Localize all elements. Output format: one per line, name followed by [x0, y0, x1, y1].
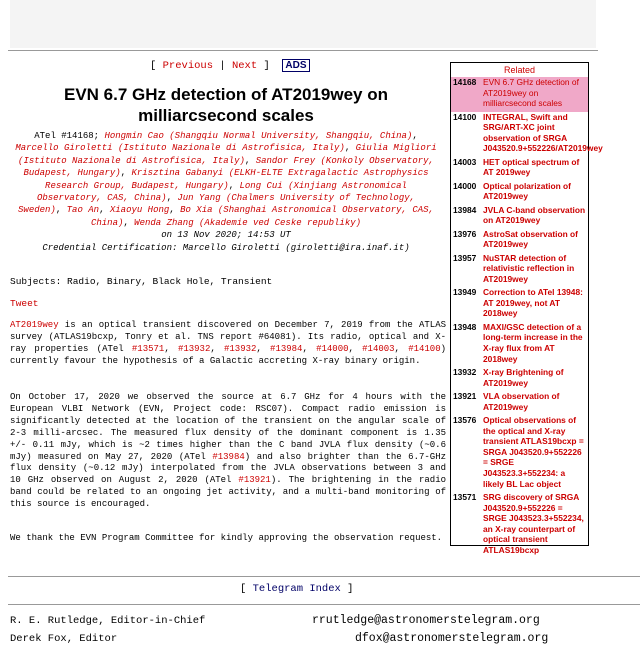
author-affiliation: (Istituto Nazionale di Astrofisica, Italy)	[117, 143, 345, 154]
previous-link[interactable]: Previous	[162, 60, 214, 72]
at2019wey-link[interactable]: AT2019wey	[10, 320, 59, 330]
related-item-link[interactable]: NuSTAR detection of relativistic reflection in AT2019wey	[483, 252, 575, 284]
author-name: Jun Yang	[171, 193, 226, 204]
nav-bar: [ Previous | Next ] ADS	[150, 60, 310, 72]
p2-text-b: ) and also brighter than the 6.7-GHz flux density (~0.12 mJy) interpolated from the JVLA observations between 3 and 10 GHz observed on August 2, 2020 (ATel	[10, 451, 446, 486]
author-name: Marcello Giroletti	[15, 143, 118, 154]
related-item-link[interactable]: AstroSat observation of AT2019wey	[483, 228, 578, 250]
author-affiliation: (Konkoly Observatory, Budapest, Hungary)	[23, 155, 434, 179]
author-name: Bo Xia	[174, 205, 218, 216]
related-item-number: 13957	[453, 252, 477, 263]
related-item-link[interactable]: HET optical spectrum of AT 2019wey	[483, 156, 580, 178]
related-item[interactable]	[451, 287, 588, 322]
related-item-number: 13984	[453, 204, 477, 215]
related-item[interactable]	[451, 415, 588, 492]
telegram-index-link[interactable]: Telegram Index	[252, 583, 341, 595]
body-paragraph-1	[10, 320, 446, 368]
related-item-number: 13571	[453, 491, 477, 502]
related-item-number: 14100	[453, 111, 477, 122]
related-item-number: 13576	[453, 414, 477, 425]
editor-in-chief: R. E. Rutledge, Editor-in-Chief	[10, 615, 206, 627]
atel-ref-link[interactable]: #14000	[316, 343, 349, 354]
page-title: EVN 6.7 GHz detection of AT2019wey on milliarcsecond scales	[63, 85, 389, 125]
related-item-link[interactable]: Correction to ATel 13948: AT 2019wey, not AT 2018wey	[483, 287, 583, 319]
author-affiliation: (Shanghai Astronomical Observatory, CAS, China)	[90, 205, 434, 228]
related-item-link[interactable]: VLA observation of AT2019wey	[483, 391, 560, 412]
author-name: Hongmin Cao	[104, 131, 170, 141]
author-name: Tao An	[61, 205, 100, 216]
atel-ref-link[interactable]: #14100	[408, 343, 441, 354]
author-name: Wenda Zhang	[128, 217, 199, 228]
related-item-number: 14000	[453, 180, 477, 191]
atel-ref-link[interactable]: #13921	[238, 475, 271, 486]
subjects-line: Subjects: Radio, Binary, Black Hole, Transient	[10, 276, 273, 287]
related-item[interactable]	[451, 111, 603, 157]
related-item-link[interactable]: JVLA C-band observation on AT2019wey	[483, 204, 586, 226]
related-item[interactable]	[451, 322, 588, 367]
related-header: Related	[503, 65, 536, 75]
publish-date: on 13 Nov 2020; 14:53 UT	[161, 230, 291, 241]
related-panel	[450, 62, 603, 555]
divider-footer	[8, 604, 640, 605]
atel-ref-link[interactable]: #13571	[131, 343, 165, 354]
related-item-number: 13921	[453, 391, 477, 401]
author-name: Long Cui	[234, 180, 289, 191]
related-item-link[interactable]: Optical polarization of AT2019wey	[483, 180, 571, 202]
p2-text-c: ). The brightening in the radio band could be related to an ongoing jet activity, and a multi-band monitoring of this source is encouraged.	[10, 475, 446, 510]
atel-ref-link[interactable]: #14003	[362, 343, 395, 354]
email-link-fox[interactable]: dfox@astronomerstelegram.org	[355, 632, 549, 645]
related-item[interactable]	[451, 181, 588, 205]
byline	[14, 130, 438, 254]
related-item-number: 14003	[453, 156, 477, 167]
related-item[interactable]	[451, 157, 588, 181]
related-item[interactable]	[451, 253, 588, 288]
related-item[interactable]	[451, 205, 588, 229]
related-item-link[interactable]: MAXI/GSC detection of a long-term increase in the X-ray flux from AT 2018wey	[483, 321, 583, 364]
tweet-link[interactable]: Tweet	[10, 298, 39, 309]
related-item-number: 13949	[453, 287, 477, 298]
credential-line: Credential Certification: Marcello Giroletti (giroletti@ira.inaf.it)	[42, 242, 410, 253]
author-affiliation: (Xinjiang Astronomical Observatory, CAS, China)	[36, 180, 407, 204]
related-item-link[interactable]: SRG discovery of SRGA J043520.9+552226 = SRGE J043523.3+552234, an X-ray counterpart of optical transient ATLAS19bcxp	[483, 491, 584, 555]
related-item-number: 14168	[453, 77, 477, 87]
author-affiliation: (Akademie ved Ceske republiky)	[199, 217, 362, 228]
related-item-link[interactable]: Optical observations of the optical and X-ray transient ATLAS19bcxp = SRGA J043520.9+552226 = SRGE J043523.3+552234: a likely BL Lac object	[483, 414, 584, 489]
atel-ref-link[interactable]: #13932	[177, 343, 211, 354]
p1-text-b: ) currently favour the hypothesis of a Galactic accreting X-ray binary origin.	[10, 343, 446, 366]
p1-text-a: is an optical transient discovered on December 7, 2019 from the ATLAS survey (ATLAS19bcxp, Tonry et al. TNS report #64081). Its radio, optical and X-ray properties (ATel	[10, 320, 446, 354]
email-link-rutledge[interactable]: rrutledge@astronomerstelegram.org	[312, 614, 540, 627]
author-list: Hongmin Cao (Shangqiu Normal University, Shangqiu, China), Marcello Giroletti (Istituto Nazionale di Astrofisica, Italy), Giulia Migliori (Istituto Nazionale di Astrofisica, Italy), Sandor Frey (Konkoly Observatory, Budapest, Hungary), Krisztina Gabanyi (ELKH-ELTE Extragalactic Astrophysics Research Group, Budapest, Hungary), Long Cui (Xinjiang Astronomical Observatory, CAS, China), Jun Yang (Chalmers University of Technology, Sweden), Tao An, Xiaoyu Hong, Bo Xia (Shanghai Astronomical Observatory, CAS, China), Wenda Zhang (Akademie ved Ceske republiky)	[15, 131, 437, 228]
author-name: Sandor Frey	[250, 155, 321, 166]
related-item[interactable]	[451, 391, 588, 415]
related-item-number: 13976	[453, 228, 477, 239]
divider-bottom	[8, 576, 640, 577]
author-affiliation: (Chalmers University of Technology, Sweden)	[18, 193, 416, 216]
author-name: Giulia Migliori	[350, 143, 437, 154]
p2-text-a: On October 17, 2020 we observed the source at 6.7 GHz for 4 hours with the European VLBI Network (EVN, Project code: RSC07). Compact radio emission is significantly detected at the location of the transient on the angular scale of 2-3 milli-arcsec. The measured flux density of the dominant component is 1.35 +/- 0.11 mJy, which is ~2 times higher than the C band JVLA flux density (~0.6 mJy) measured on May 27, 2020 (ATel	[10, 392, 446, 462]
author-affiliation: (Istituto Nazionale di Astrofisica, Italy)	[18, 155, 245, 166]
author-name: Xiaoyu Hong	[104, 205, 170, 216]
atel-ref-link[interactable]: #13984	[212, 451, 245, 462]
atel-ref-link[interactable]: #13984	[270, 343, 303, 354]
related-item-number: 13932	[453, 367, 477, 378]
related-item[interactable]	[451, 77, 588, 112]
body-paragraph-3: We thank the EVN Program Committee for kindly approving the observation request.	[10, 533, 443, 543]
related-item-number: 13948	[453, 321, 477, 332]
related-item-link[interactable]: EVN 6.7 GHz detection of AT2019wey on milliarcsecond scales	[483, 77, 579, 109]
body-paragraph-2	[10, 392, 446, 511]
telegram-index-nav: [ Telegram Index ]	[240, 583, 354, 595]
atel-ref-link[interactable]: #13932	[224, 343, 257, 354]
related-item[interactable]	[451, 367, 588, 391]
author-affiliation: (Shangqiu Normal University, Shangqiu, China)	[169, 131, 413, 141]
header-banner	[10, 0, 596, 48]
related-list	[451, 77, 603, 558]
atel-reference-list: #13571, #13932, #13932, #13984, #14000, #14003, #14100	[131, 343, 441, 354]
ads-button[interactable]: ADS	[282, 59, 309, 72]
author-affiliation: (ELKH-ELTE Extragalactic Astrophysics Research Group, Budapest, Hungary)	[45, 168, 429, 191]
editor: Derek Fox, Editor	[10, 633, 118, 645]
atel-number: ATel #14168;	[34, 131, 100, 141]
related-item[interactable]	[451, 492, 588, 558]
author-name: Krisztina Gabanyi	[126, 168, 229, 179]
related-item[interactable]	[451, 229, 588, 253]
related-item-link[interactable]: X-ray Brightening of AT2019wey	[483, 367, 564, 388]
next-link[interactable]: Next	[231, 60, 258, 72]
divider-top	[8, 50, 598, 51]
related-item-link[interactable]: INTEGRAL, Swift and SRG/ART-XC joint observation of SRGA J043520.9+552226/AT2019wey	[483, 111, 603, 154]
